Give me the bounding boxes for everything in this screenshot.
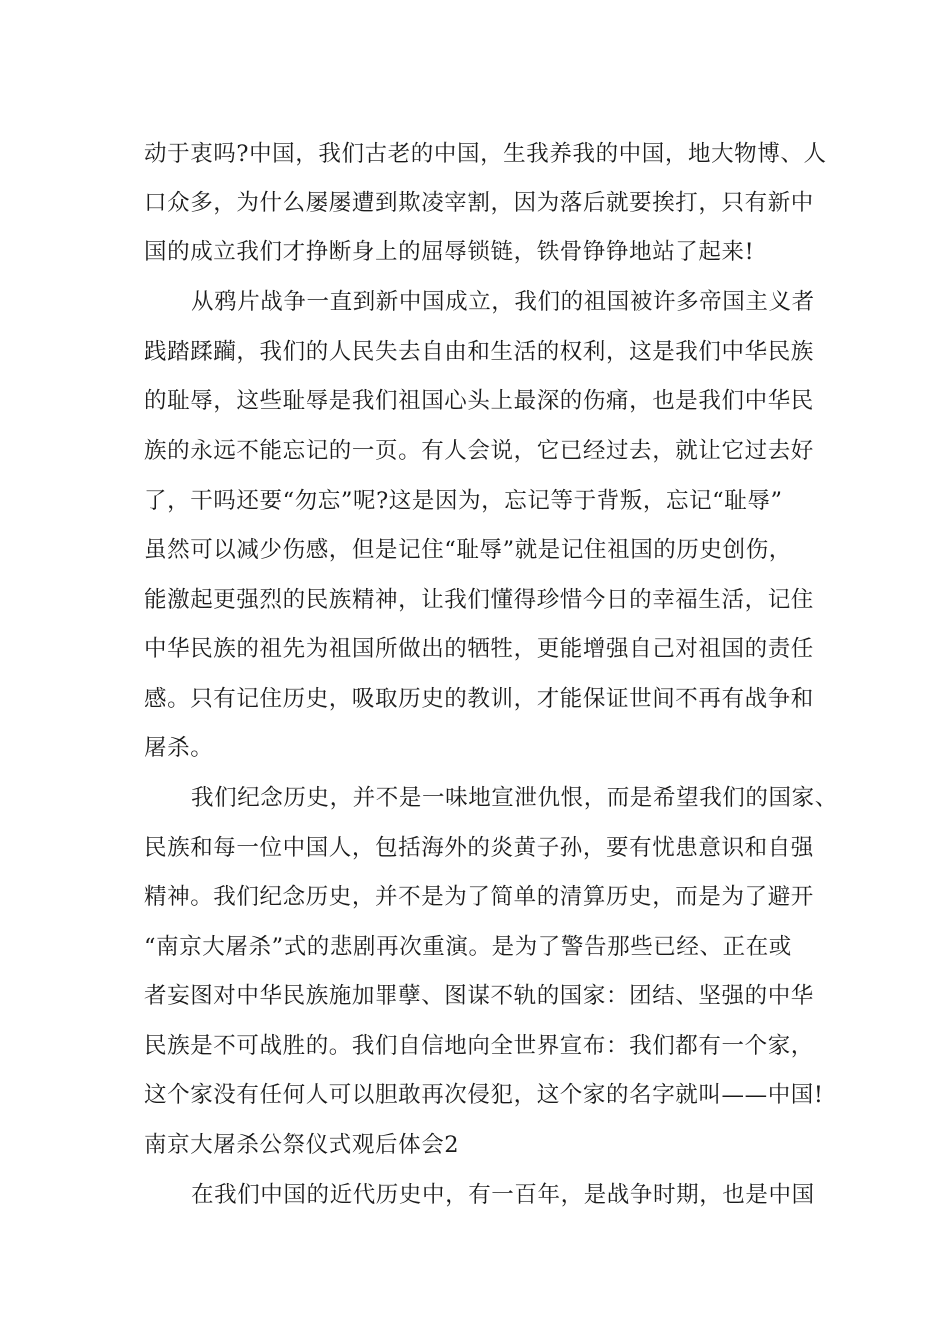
paragraph-first-line: 从鸦片战争一直到新中国成立，我们的祖国被许多帝国主义者 bbox=[191, 289, 815, 315]
text-line: 能激起更强烈的民族精神，让我们懂得珍惜今日的幸福生活，记住 bbox=[144, 587, 814, 613]
text-line: 感。只有记住历史，吸取历史的教训，才能保证世间不再有战争和 bbox=[144, 686, 814, 712]
text-line: 屠杀。 bbox=[144, 735, 214, 761]
text-line: 了，干吗还要“勿忘”呢?这是因为，忘记等于背叛，忘记“耻辱” bbox=[144, 488, 783, 514]
paragraph-first-line: 我们纪念历史，并不是一味地宣泄仇恨，而是希望我们的国家、 bbox=[191, 785, 838, 811]
text-line: 民族和每一位中国人，包括海外的炎黄子孙，要有忧患意识和自强 bbox=[144, 835, 814, 861]
text-line: 族的永远不能忘记的一页。有人会说，它已经过去，就让它过去好 bbox=[144, 438, 814, 464]
text-line: 动于衷吗?中国，我们古老的中国，生我养我的中国，地大物博、人 bbox=[144, 141, 827, 167]
text-line: 国的成立我们才挣断身上的屈辱锁链，铁骨铮铮地站了起来! bbox=[144, 239, 755, 265]
text-line: 的耻辱，这些耻辱是我们祖国心头上最深的伤痛，也是我们中华民 bbox=[144, 388, 814, 414]
section-heading: 南京大屠杀公祭仪式观后体会2 bbox=[144, 1132, 460, 1158]
text-line: 者妄图对中华民族施加罪孽、图谋不轨的国家：团结、坚强的中华 bbox=[144, 983, 814, 1009]
text-line: 口众多，为什么屡屡遭到欺凌宰割，因为落后就要挨打，只有新中 bbox=[144, 190, 814, 216]
paragraph-first-line: 在我们中国的近代历史中，有一百年，是战争时期，也是中国 bbox=[191, 1182, 815, 1208]
text-line: 精神。我们纪念历史，并不是为了简单的清算历史，而是为了避开 bbox=[144, 884, 814, 910]
text-line: 中华民族的祖先为祖国所做出的牺牲，更能增强自己对祖国的责任 bbox=[144, 636, 814, 662]
text-line: 虽然可以减少伤感，但是记住“耻辱”就是记住祖国的历史创伤， bbox=[144, 537, 792, 563]
text-line: “南京大屠杀”式的悲剧再次重演。是为了警告那些已经、正在或 bbox=[144, 934, 792, 960]
text-line: 践踏蹂躏，我们的人民失去自由和生活的权利，这是我们中华民族 bbox=[144, 339, 814, 365]
text-line: 民族是不可战胜的。我们自信地向全世界宣布：我们都有一个家， bbox=[144, 1033, 814, 1059]
text-line: 这个家没有任何人可以胆敢再次侵犯，这个家的名字就叫——中国! bbox=[144, 1082, 824, 1108]
